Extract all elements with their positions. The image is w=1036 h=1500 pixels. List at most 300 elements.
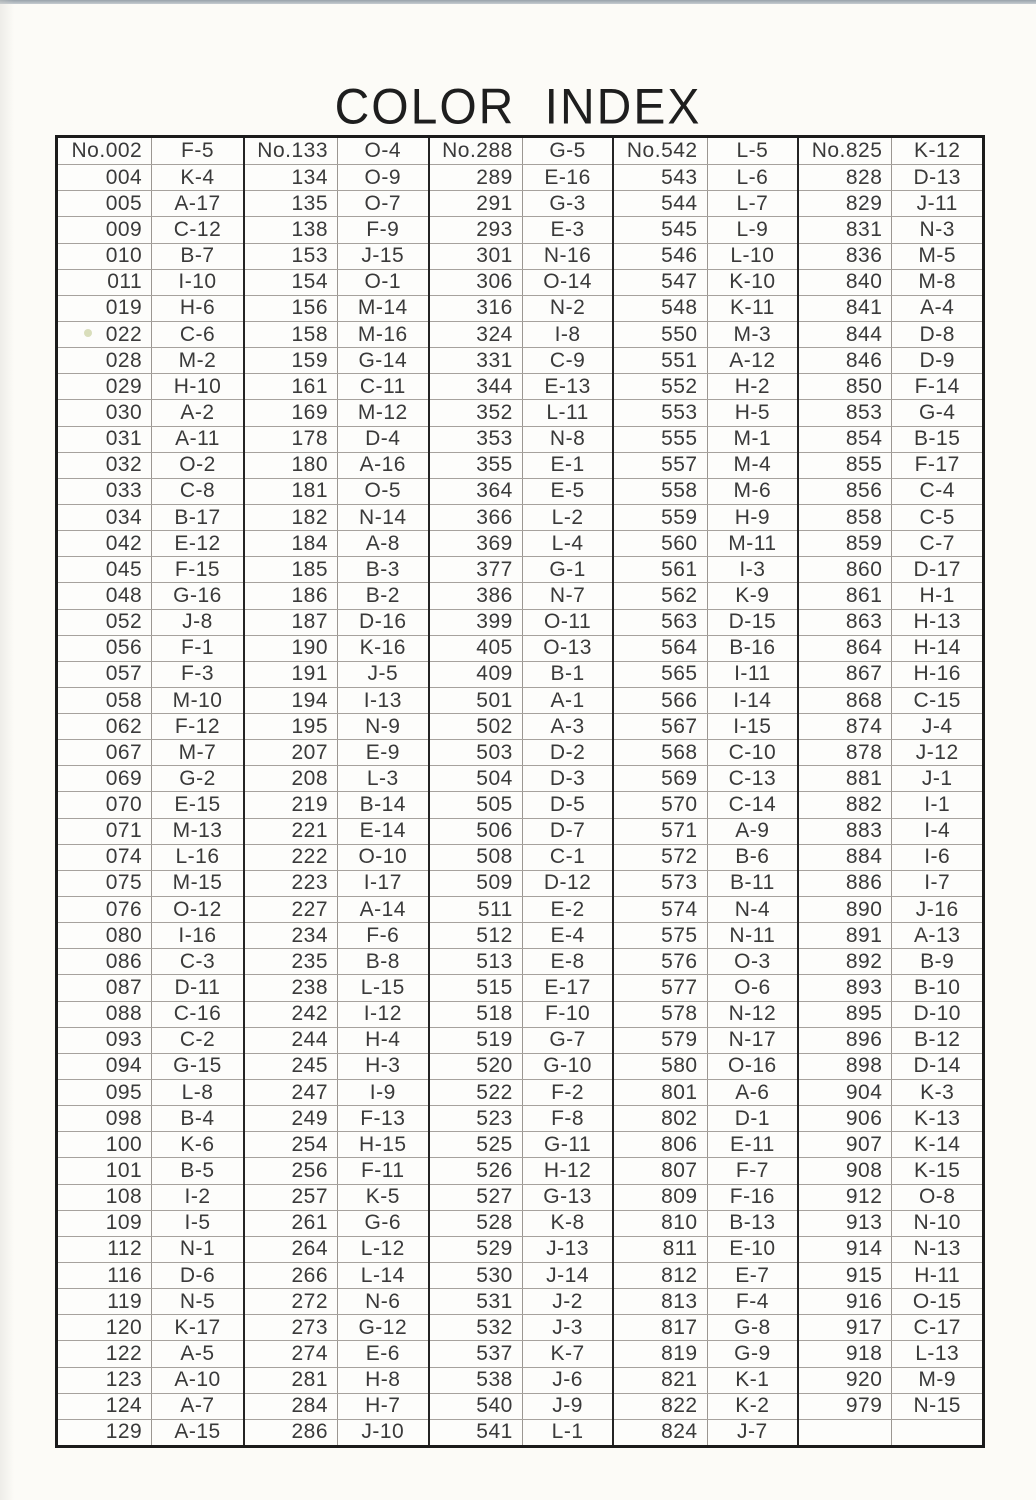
number-cell: 537	[430, 1341, 523, 1366]
table-row	[430, 1236, 613, 1262]
number-cell: 122	[58, 1341, 152, 1366]
code-cell: N-3	[919, 217, 955, 241]
code-cell: L-8	[181, 1080, 214, 1104]
code-cell: E-16	[544, 165, 591, 189]
code-cell: C-13	[728, 766, 777, 790]
number-cell: 045	[58, 557, 152, 582]
code-cell: G-6	[364, 1211, 402, 1235]
table-row	[614, 1210, 797, 1236]
code-cell: K-1	[735, 1368, 770, 1392]
code-cell: K-14	[914, 1132, 961, 1156]
table-row	[430, 504, 613, 530]
number-cell: 324	[430, 322, 523, 347]
code-cell: H-6	[179, 296, 216, 320]
table-row	[430, 556, 613, 582]
number-cell: 920	[799, 1368, 892, 1393]
table-row	[430, 1027, 613, 1053]
table-row	[614, 556, 797, 582]
number-cell: 883	[799, 819, 892, 844]
number-cell: 182	[245, 505, 338, 530]
code-cell: G-15	[173, 1054, 222, 1078]
number-cell: 022	[58, 322, 152, 347]
number-cell: 515	[430, 975, 523, 1000]
table-row	[799, 1314, 982, 1340]
number-cell: 566	[614, 688, 707, 713]
number-cell: 264	[245, 1237, 338, 1262]
table-row	[614, 1236, 797, 1262]
number-cell: 158	[245, 322, 338, 347]
number-cell: 529	[430, 1237, 523, 1262]
code-cell: A-11	[175, 427, 220, 451]
code-cell: K-7	[550, 1342, 585, 1365]
number-cell: 223	[245, 871, 338, 896]
table-row	[58, 635, 243, 661]
number-cell: 829	[799, 191, 892, 216]
number-cell: 088	[58, 1002, 152, 1027]
table-row	[799, 269, 982, 295]
table-row	[799, 399, 982, 425]
table-row	[614, 765, 797, 791]
table-row	[58, 974, 243, 1000]
table-row	[799, 164, 982, 190]
table-row	[614, 896, 797, 922]
table-row	[245, 844, 428, 870]
table-row	[245, 1210, 428, 1236]
code-cell: N-10	[913, 1211, 961, 1235]
table-row	[799, 1340, 982, 1366]
number-cell: 257	[245, 1185, 338, 1210]
code-cell: K-11	[729, 296, 775, 320]
number-cell: 075	[58, 871, 152, 896]
number-cell: 886	[799, 871, 892, 896]
code-cell: G-5	[549, 139, 586, 163]
table-row	[58, 609, 243, 635]
table-row	[58, 1079, 243, 1105]
number-cell: 801	[614, 1080, 707, 1105]
table-row	[245, 1184, 428, 1210]
number-cell: 180	[245, 453, 338, 478]
number-cell: 009	[58, 217, 152, 242]
number-cell: 558	[614, 479, 707, 504]
number-cell: 062	[58, 714, 152, 739]
table-row	[614, 1053, 797, 1079]
code-cell: M-4	[733, 453, 772, 477]
code-cell: B-6	[735, 845, 770, 869]
code-cell: F-2	[551, 1080, 585, 1104]
code-cell: O-6	[734, 976, 771, 1000]
table-row	[799, 1210, 982, 1236]
number-cell: 506	[430, 819, 523, 844]
code-cell: D-17	[913, 557, 961, 581]
number-cell: 878	[799, 740, 892, 765]
number-cell: 856	[799, 479, 892, 504]
table-row	[799, 1053, 982, 1079]
number-cell: 912	[799, 1185, 892, 1210]
table-row	[614, 138, 797, 164]
table-row	[245, 974, 428, 1000]
number-cell: 028	[58, 348, 152, 373]
code-cell: G-11	[544, 1132, 592, 1156]
table-row	[614, 1157, 797, 1183]
number-cell: 569	[614, 766, 707, 791]
number-cell: 519	[430, 1028, 523, 1053]
number-cell: 551	[614, 348, 707, 373]
number-cell: 185	[245, 557, 338, 582]
table-row	[799, 687, 982, 713]
table-row	[58, 452, 243, 478]
code-cell: B-16	[729, 636, 776, 660]
code-cell: E-15	[174, 793, 221, 817]
number-cell: 917	[799, 1315, 892, 1340]
number-cell: 109	[58, 1211, 152, 1236]
code-cell: J-3	[552, 1315, 583, 1339]
number-cell: 138	[245, 217, 338, 242]
code-cell: B-8	[365, 949, 400, 973]
table-row	[245, 269, 428, 295]
number-cell: 386	[430, 583, 523, 608]
table-row	[58, 948, 243, 974]
number-cell: 841	[799, 296, 892, 321]
table-row	[799, 1157, 982, 1183]
table-row	[799, 426, 982, 452]
table-row	[245, 1367, 428, 1393]
table-row	[614, 609, 797, 635]
table-row	[430, 582, 613, 608]
code-cell: H-14	[913, 636, 961, 660]
table-row	[245, 347, 428, 373]
number-cell: 190	[245, 636, 338, 661]
number-cell: 512	[430, 923, 523, 948]
code-cell: D-2	[549, 740, 586, 764]
table-row	[430, 1105, 613, 1131]
table-row	[614, 661, 797, 687]
table-row	[614, 687, 797, 713]
code-cell: K-8	[550, 1211, 585, 1235]
table-row	[799, 1419, 982, 1445]
code-cell: L-4	[551, 531, 584, 555]
table-row	[799, 739, 982, 765]
table-row	[799, 1262, 982, 1288]
table-row	[430, 609, 613, 635]
table-row	[430, 870, 613, 896]
table-row	[430, 1079, 613, 1105]
code-cell: I-13	[363, 688, 402, 712]
number-cell: 579	[614, 1028, 707, 1053]
code-cell: A-2	[180, 400, 215, 424]
number-cell: 578	[614, 1002, 707, 1027]
table-row	[799, 870, 982, 896]
table-row	[614, 870, 797, 896]
number-cell: 505	[430, 792, 523, 817]
table-row	[614, 190, 797, 216]
number-cell: No.133	[245, 138, 338, 164]
table-row	[614, 713, 797, 739]
code-cell: G-16	[173, 583, 222, 607]
code-cell: A-7	[180, 1394, 215, 1418]
table-row	[58, 1340, 243, 1366]
number-cell: 306	[430, 270, 523, 295]
number-cell: 221	[245, 819, 338, 844]
number-cell: 543	[614, 165, 707, 190]
number-cell: 120	[58, 1315, 152, 1340]
number-cell: 134	[245, 165, 338, 190]
number-cell: 100	[58, 1132, 152, 1157]
number-cell: 559	[614, 505, 707, 530]
table-row	[799, 765, 982, 791]
code-cell: G-14	[358, 348, 408, 372]
table-row	[614, 635, 797, 661]
code-cell: M-12	[357, 400, 408, 424]
code-cell: K-9	[735, 583, 770, 607]
code-cell: O-15	[912, 1289, 962, 1313]
table-row	[799, 635, 982, 661]
table-row	[245, 1001, 428, 1027]
code-cell: E-13	[544, 374, 591, 398]
number-cell: 573	[614, 871, 707, 896]
number-cell: 101	[58, 1158, 152, 1183]
color-index-table	[55, 135, 985, 1448]
number-cell: 116	[58, 1263, 152, 1288]
number-cell: 293	[430, 217, 523, 242]
number-cell: 503	[430, 740, 523, 765]
number-cell: 169	[245, 400, 338, 425]
table-row	[614, 426, 797, 452]
number-cell: 222	[245, 845, 338, 870]
number-cell: 840	[799, 270, 892, 295]
code-cell: L-13	[915, 1342, 960, 1365]
table-row	[58, 844, 243, 870]
number-cell: 850	[799, 374, 892, 399]
number-cell: 154	[245, 270, 338, 295]
table-row	[245, 1053, 428, 1079]
number-cell: 831	[799, 217, 892, 242]
code-cell: O-14	[543, 270, 592, 294]
table-row	[614, 504, 797, 530]
table-row	[614, 452, 797, 478]
number-cell: 159	[245, 348, 338, 373]
code-cell: O-3	[734, 949, 771, 973]
table-row	[430, 713, 613, 739]
table-row	[245, 1393, 428, 1419]
table-row	[614, 1393, 797, 1419]
table-row	[430, 190, 613, 216]
table-row	[430, 1340, 613, 1366]
number-cell: 809	[614, 1185, 707, 1210]
number-cell: 859	[799, 531, 892, 556]
number-cell: 810	[614, 1211, 707, 1236]
table-row	[430, 1367, 613, 1393]
number-cell	[799, 1420, 892, 1445]
number-cell: 056	[58, 636, 152, 661]
number-cell: 836	[799, 244, 892, 269]
table-row	[58, 791, 243, 817]
number-cell: 029	[58, 374, 152, 399]
table-row	[799, 373, 982, 399]
number-cell: 541	[430, 1420, 523, 1445]
code-cell: D-1	[734, 1106, 771, 1130]
code-cell: N-6	[365, 1289, 401, 1313]
table-row	[58, 504, 243, 530]
number-cell: 531	[430, 1289, 523, 1314]
table-row	[58, 1262, 243, 1288]
number-cell: 853	[799, 400, 892, 425]
table-row	[245, 713, 428, 739]
number-cell: 547	[614, 270, 707, 295]
number-cell: No.542	[614, 138, 707, 164]
number-cell: 979	[799, 1394, 892, 1419]
table-row	[58, 1236, 243, 1262]
column-pair-2	[243, 138, 428, 1445]
table-row	[614, 216, 797, 242]
code-cell: E-10	[729, 1237, 776, 1261]
table-row	[430, 1131, 613, 1157]
code-cell: G-4	[918, 400, 956, 424]
code-cell: L-1	[551, 1420, 584, 1444]
table-row	[614, 1184, 797, 1210]
code-cell: A-16	[359, 453, 406, 477]
code-cell: B-13	[729, 1211, 776, 1235]
table-row	[58, 1184, 243, 1210]
table-row	[245, 687, 428, 713]
table-row	[245, 1027, 428, 1053]
table-row	[430, 765, 613, 791]
code-cell: C-16	[173, 1002, 222, 1026]
code-cell: L-2	[551, 505, 584, 529]
number-cell: 565	[614, 662, 707, 687]
table-row	[799, 582, 982, 608]
table-row	[799, 530, 982, 556]
code-cell: I-7	[924, 871, 951, 895]
table-row	[614, 295, 797, 321]
number-cell: 129	[58, 1420, 152, 1445]
table-row	[430, 478, 613, 504]
table-row	[614, 347, 797, 373]
code-cell: L-3	[366, 766, 399, 790]
code-cell: M-14	[357, 296, 408, 320]
number-cell: 895	[799, 1002, 892, 1027]
number-cell: 069	[58, 766, 152, 791]
code-cell: M-3	[733, 322, 772, 346]
number-cell: 048	[58, 583, 152, 608]
number-cell: 153	[245, 244, 338, 269]
number-cell: 525	[430, 1132, 523, 1157]
table-row	[245, 896, 428, 922]
number-cell: 281	[245, 1368, 338, 1393]
column-pair-5	[797, 138, 982, 1445]
code-cell: C-15	[913, 688, 961, 712]
number-cell: 819	[614, 1341, 707, 1366]
number-cell: 568	[614, 740, 707, 765]
code-cell: L-6	[736, 165, 769, 189]
code-cell: J-14	[546, 1263, 590, 1287]
code-cell: J-13	[546, 1237, 590, 1261]
code-cell: G-2	[179, 766, 216, 790]
table-row	[430, 1393, 613, 1419]
code-cell: I-9	[369, 1080, 396, 1104]
code-cell: E-9	[365, 740, 400, 764]
number-cell: 518	[430, 1002, 523, 1027]
code-cell: L-11	[546, 400, 589, 424]
code-cell: G-10	[543, 1054, 592, 1078]
code-cell: H-11	[914, 1263, 961, 1287]
code-cell: M-15	[172, 871, 223, 895]
number-cell: 564	[614, 636, 707, 661]
code-cell: A-14	[359, 897, 406, 921]
table-row	[58, 582, 243, 608]
number-cell: 070	[58, 792, 152, 817]
table-row	[430, 1262, 613, 1288]
table-row	[58, 190, 243, 216]
table-row	[430, 896, 613, 922]
code-cell	[892, 1420, 982, 1445]
code-cell: I-6	[924, 845, 951, 869]
table-row	[614, 1001, 797, 1027]
table-row	[58, 1001, 243, 1027]
number-cell: 904	[799, 1080, 892, 1105]
code-cell: J-7	[737, 1420, 768, 1444]
code-cell: K-3	[920, 1080, 955, 1104]
code-cell: I-5	[184, 1211, 211, 1235]
table-row	[245, 582, 428, 608]
number-cell: 256	[245, 1158, 338, 1183]
code-cell: A-13	[914, 923, 961, 947]
code-cell: B-12	[914, 1028, 961, 1052]
table-row	[58, 373, 243, 399]
code-cell: A-6	[735, 1080, 770, 1104]
code-cell: E-17	[544, 976, 591, 1000]
number-cell: 915	[799, 1263, 892, 1288]
code-cell: L-15	[360, 976, 405, 1000]
code-cell: J-10	[361, 1420, 405, 1444]
number-cell: 898	[799, 1054, 892, 1079]
code-cell: A-1	[550, 688, 585, 712]
table-row	[430, 321, 613, 347]
number-cell: 289	[430, 165, 523, 190]
number-cell: 874	[799, 714, 892, 739]
number-cell: 377	[430, 557, 523, 582]
number-cell: 884	[799, 845, 892, 870]
code-cell: B-11	[729, 871, 775, 895]
table-row	[430, 1314, 613, 1340]
code-cell: F-5	[181, 139, 214, 163]
number-cell: 272	[245, 1289, 338, 1314]
table-row	[614, 164, 797, 190]
number-cell: 331	[430, 348, 523, 373]
code-cell: M-16	[357, 322, 408, 346]
code-cell: L-9	[736, 217, 769, 241]
code-cell: C-17	[913, 1315, 961, 1339]
code-cell: D-3	[549, 766, 586, 790]
number-cell: 086	[58, 949, 152, 974]
number-cell: 828	[799, 165, 892, 190]
code-cell: A-17	[174, 191, 221, 215]
table-row	[58, 1210, 243, 1236]
table-row	[430, 844, 613, 870]
number-cell: 546	[614, 244, 707, 269]
table-row	[614, 1262, 797, 1288]
code-cell: J-5	[367, 662, 399, 686]
number-cell: 817	[614, 1315, 707, 1340]
table-row	[58, 1131, 243, 1157]
number-cell: 562	[614, 583, 707, 608]
table-row	[245, 818, 428, 844]
number-cell: 501	[430, 688, 523, 713]
code-cell: N-9	[365, 714, 401, 738]
table-row	[245, 1079, 428, 1105]
number-cell: 058	[58, 688, 152, 713]
number-cell: 868	[799, 688, 892, 713]
table-row	[245, 1157, 428, 1183]
